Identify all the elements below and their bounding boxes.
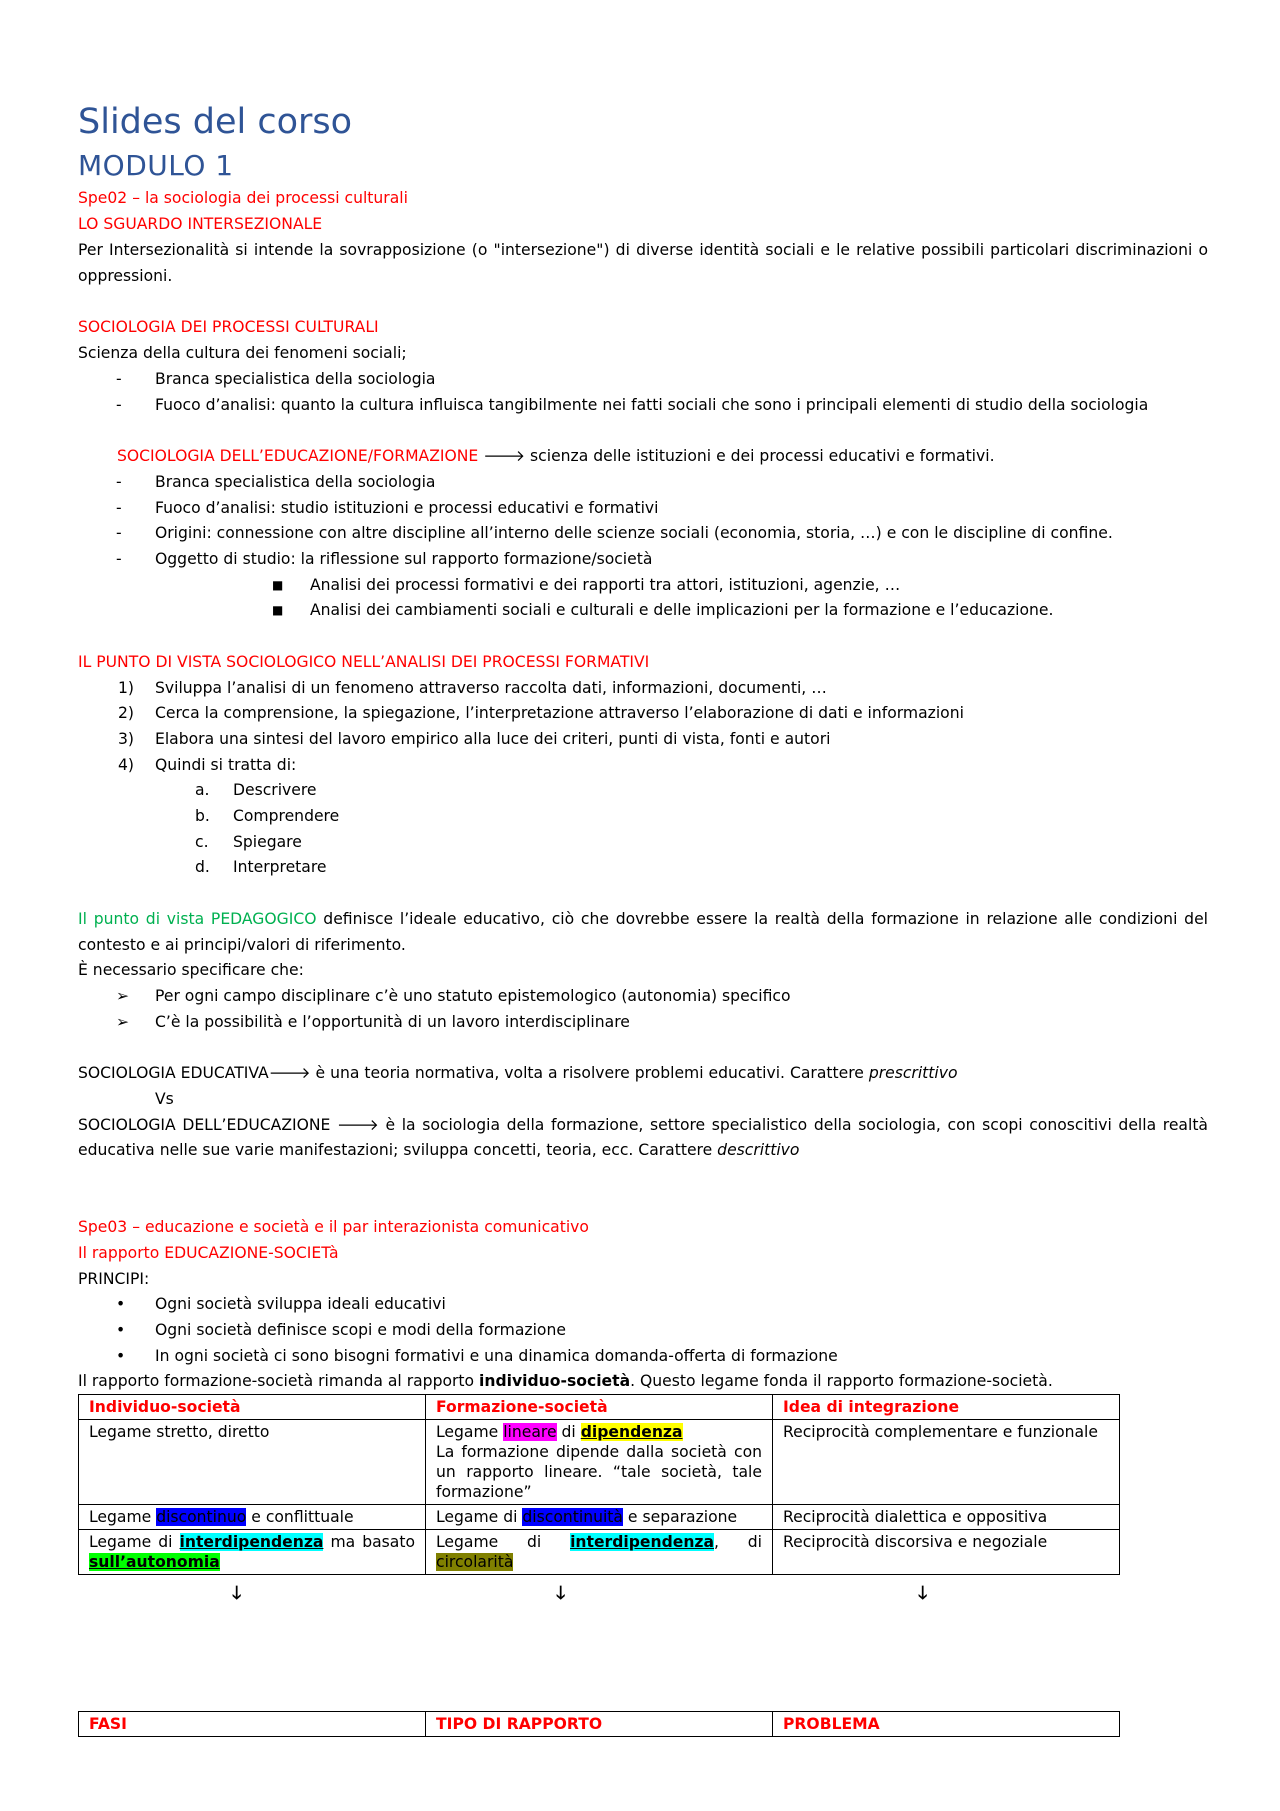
list-number: 1) [118, 679, 135, 697]
viewpoint-item: Elabora una sintesi del lavoro empirico alla luce dei criteri, punti di vista, fonti e autori [155, 730, 831, 748]
dash-bullet: - [116, 499, 122, 517]
cultural-item: Fuoco d’analisi: quanto la cultura influisca tangibilmente nei fatti sociali che sono i principali elementi di studio della sociologia [155, 396, 1149, 414]
individual-society-term: individuo-società [479, 1372, 631, 1390]
education-item: Origini: connessione con altre discipline all’interno delle scienze sociali (economia, storia, …) e con le discipline di confine. [155, 524, 1113, 542]
down-arrow-icon: 🡓 [918, 1583, 928, 1604]
education-item: Branca specialistica della sociologia [155, 473, 436, 491]
cell-text: Legame di [436, 1508, 523, 1526]
list-letter: c. [195, 833, 209, 851]
dash-bullet: - [116, 396, 122, 414]
cell-text: La formazione dipende dalla società con un rapporto lineare. “tale società, tale formazione” [436, 1443, 762, 1501]
cell-text: Legame [436, 1423, 504, 1441]
down-arrow-icon: 🡓 [232, 1583, 242, 1604]
principles-label: PRINCIPI: [78, 1270, 150, 1288]
table-cell: Reciprocità discorsiva e negoziale [773, 1530, 1120, 1575]
principle-item: In ogni società ci sono bisogni formativi e una dinamica domanda-offerta di formazione [155, 1347, 838, 1365]
pedagogic-line1 [78, 909, 1208, 929]
list-number: 2) [118, 704, 135, 722]
vs-label: Vs [155, 1090, 174, 1108]
table-row [79, 1420, 1120, 1505]
viewpoint-item: Cerca la comprensione, la spiegazione, l’interpretazione attraverso l’elaborazione di dati e informazioni [155, 704, 964, 722]
education-definition-line [117, 446, 995, 466]
table-header-row [79, 1712, 1120, 1737]
table-cell: Reciprocità dialettica e oppositiva [773, 1505, 1120, 1530]
cell-text: Legame [89, 1508, 157, 1526]
cell-text: Legame di [436, 1533, 571, 1551]
highlight-discontinuity: discontinuità [522, 1508, 623, 1526]
relations-table [78, 1394, 1120, 1575]
viewpoint-item: Sviluppa l’analisi di un fenomeno attraverso raccolta dati, informazioni, documenti, … [155, 679, 827, 697]
spe03-heading: Spe03 – educazione e società e il par interazionista comunicativo [78, 1218, 589, 1236]
viewpoint-heading: IL PUNTO DI VISTA SOCIOLOGICO NELL’ANALISI DEI PROCESSI FORMATIVI [78, 653, 650, 671]
education-definition: scienza delle istituzioni e dei processi educativi e formativi. [530, 447, 995, 465]
education-item: Oggetto di studio: la riflessione sul rapporto formazione/società [155, 550, 653, 568]
educational-sociology-label: SOCIOLOGIA EDUCATIVA [78, 1064, 269, 1082]
highlight-dependence: dipendenza [580, 1423, 683, 1441]
viewpoint-subitem: Interpretare [233, 858, 327, 876]
table-cell [426, 1420, 773, 1505]
highlight-autonomy: sull’autonomia [89, 1553, 220, 1571]
dash-bullet: - [116, 524, 122, 542]
table-cell [426, 1530, 773, 1575]
cell-text: ma basato [323, 1533, 416, 1551]
cultural-intro: Scienza della cultura dei fenomeni sociali; [78, 344, 407, 362]
viewpoint-item: Quindi si tratta di: [155, 756, 297, 774]
table-cell: Legame stretto, diretto [79, 1420, 426, 1505]
phases-table [78, 1711, 1120, 1737]
viewpoint-subitem: Comprendere [233, 807, 340, 825]
education-subitem: Analisi dei cambiamenti sociali e culturali e delle implicazioni per la formazione e l’educazione. [310, 601, 1054, 619]
education-subitem: Analisi dei processi formativi e dei rapporti tra attori, istituzioni, agenzie, … [310, 576, 901, 594]
compare-line1 [78, 1063, 958, 1083]
bullet-dot-icon: • [116, 1295, 126, 1313]
table-header-cell: Idea di integrazione [773, 1395, 1120, 1420]
spe02-heading: Spe02 – la sociologia dei processi culturali [78, 189, 408, 207]
list-number: 3) [118, 730, 135, 748]
intersectional-heading: LO SGUARDO INTERSEZIONALE [78, 215, 323, 233]
intersectional-text-line1: Per Intersezionalità si intende la sovrapposizione (o "intersezione") di diverse identità sociali e le relative possibili particolari discriminazioni o [78, 241, 1208, 259]
pedagogic-line2: contesto e ai principi/valori di riferimento. [78, 936, 406, 954]
cell-text: e conflittuale [246, 1508, 354, 1526]
pedagogic-text: definisce l’ideale educativo, ciò che dovrebbe essere la realtà della formazione in relazione alle condizioni del [323, 910, 1208, 928]
highlight-interdependence: interdipendenza [570, 1533, 715, 1551]
table-row [79, 1530, 1120, 1575]
link-text: . Questo legame fonda il rapporto formazione-società. [630, 1372, 1053, 1390]
list-letter: a. [195, 781, 210, 799]
pedagogic-line3: È necessario specificare che: [78, 961, 304, 979]
table-cell [79, 1530, 426, 1575]
arrow-bullet-icon: ➢ [116, 987, 130, 1005]
down-arrow-icon: 🡓 [556, 1583, 566, 1604]
highlight-interdependence: interdipendenza [179, 1533, 324, 1551]
prescriptive-term: prescrittivo [868, 1064, 958, 1082]
highlight-circularity: circolarità [436, 1553, 514, 1571]
arrow-bullet-icon: ➢ [116, 1013, 130, 1031]
compare-text: è una teoria normativa, volta a risolvere problemi educativi. Carattere [310, 1064, 869, 1082]
dash-bullet: - [116, 473, 122, 491]
table-header-cell: TIPO DI RAPPORTO [426, 1712, 773, 1737]
table-header-cell: FASI [79, 1712, 426, 1737]
principle-item: Ogni società sviluppa ideali educativi [155, 1295, 446, 1313]
right-arrow-icon: 🡒 [268, 1064, 311, 1082]
cell-text: di [556, 1423, 581, 1441]
pedagogic-item: Per ogni campo disciplinare c’è uno statuto epistemologico (autonomia) specifico [155, 987, 791, 1005]
square-bullet-icon: ■ [272, 578, 284, 592]
cell-text: , di [714, 1533, 762, 1551]
table-header-row [79, 1395, 1120, 1420]
highlight-discontinuous: discontinuo [156, 1508, 247, 1526]
compare-text: è la sociologia della formazione, settore specialistico della sociologia, con scopi conoscitivi della realtà [378, 1116, 1208, 1134]
table-cell: Reciprocità complementare e funzionale [773, 1420, 1120, 1505]
dash-bullet: - [116, 550, 122, 568]
cultural-heading: SOCIOLOGIA DEI PROCESSI CULTURALI [78, 318, 379, 336]
descriptive-term: descrittivo [717, 1141, 800, 1159]
pedagogic-label: Il punto di vista PEDAGOGICO [78, 910, 317, 928]
viewpoint-subitem: Spiegare [233, 833, 302, 851]
table-row [79, 1505, 1120, 1530]
bullet-dot-icon: • [116, 1347, 126, 1365]
highlight-linear: lineare [503, 1423, 557, 1441]
bullet-dot-icon: • [116, 1321, 126, 1339]
intersectional-text-line2: oppressioni. [78, 267, 173, 285]
sociology-of-education-label: SOCIOLOGIA DELL’EDUCAZIONE [78, 1116, 331, 1134]
right-arrow-icon: 🡒 [337, 1116, 379, 1134]
education-item: Fuoco d’analisi: studio istituzioni e processi educativi e formativi [155, 499, 659, 517]
list-number: 4) [118, 756, 135, 774]
table-header-cell: Individuo-società [79, 1395, 426, 1420]
principle-item: Ogni società definisce scopi e modi della formazione [155, 1321, 566, 1339]
list-letter: d. [195, 858, 210, 876]
compare-line3 [78, 1140, 799, 1160]
relation-heading: Il rapporto EDUCAZIONE-SOCIETà [78, 1244, 339, 1262]
cell-text: e separazione [622, 1508, 738, 1526]
link-text: Il rapporto formazione-società rimanda al rapporto [78, 1372, 480, 1390]
viewpoint-subitem: Descrivere [233, 781, 317, 799]
compare-text: educativa nelle sue varie manifestazioni; sviluppa concetti, teoria, ecc. Carattere [78, 1141, 718, 1159]
compare-line2 [78, 1115, 1208, 1135]
cultural-item: Branca specialistica della sociologia [155, 370, 436, 388]
education-heading: SOCIOLOGIA DELL’EDUCAZIONE/FORMAZIONE [117, 447, 479, 465]
table-cell [426, 1505, 773, 1530]
document-title: Slides del corso [78, 102, 353, 142]
table-header-cell: Formazione-società [426, 1395, 773, 1420]
right-arrow-icon: 🡒 [483, 447, 526, 465]
table-cell [79, 1505, 426, 1530]
square-bullet-icon: ■ [272, 603, 284, 617]
list-letter: b. [195, 807, 210, 825]
pedagogic-item: C’è la possibilità e l’opportunità di un lavoro interdisciplinare [155, 1013, 630, 1031]
dash-bullet: - [116, 370, 122, 388]
module-heading: MODULO 1 [78, 149, 234, 182]
cell-text: Legame di [89, 1533, 180, 1551]
link-sentence [78, 1371, 1053, 1391]
table-header-cell: PROBLEMA [773, 1712, 1120, 1737]
